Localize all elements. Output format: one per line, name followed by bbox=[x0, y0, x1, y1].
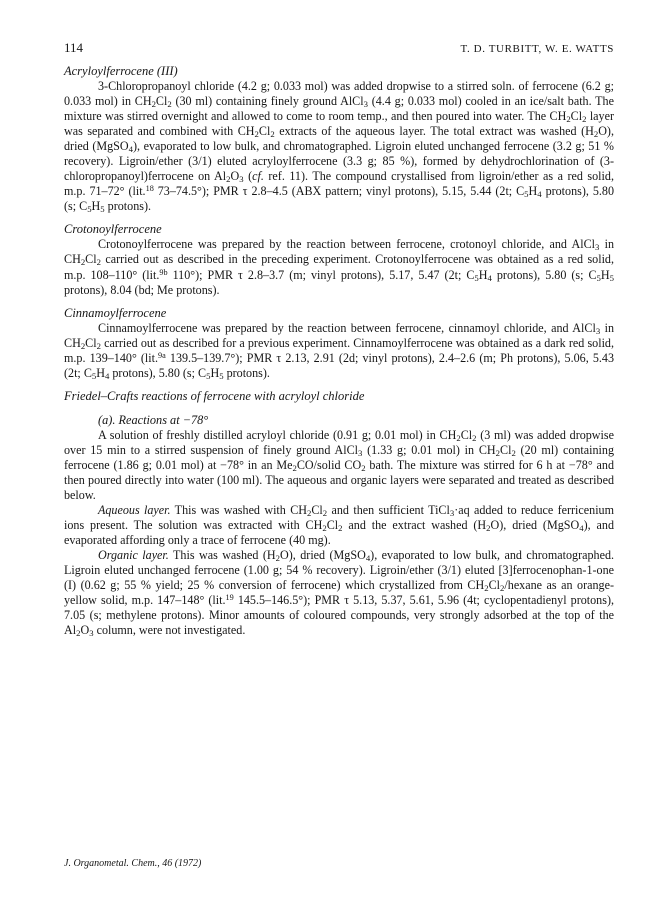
page-number: 114 bbox=[64, 40, 84, 55]
paragraph-crotonoylferrocene: Crotonoylferrocene was prepared by the reaction between ferrocene, crotonoyl chloride, and AlCl$_3$ in $CH_2Cl_2$ carried out as described in the preceding experiment. Crotonoylferrocene was obtained as a red solid, m.p. 108–110° (lit.$^{9b}$ 110°); PMR τ 2.8–3.7 (m; vinyl protons), 5.17, 5.47 (2t; $C_5H_4$ protons), 5.80 (s; $C_5H_5$ protons), 8.04 (bd; Me protons). bbox=[64, 237, 614, 297]
organic-layer-label: Organic layer. bbox=[98, 548, 169, 563]
running-header bbox=[64, 40, 614, 56]
section-title-cinnamoylferrocene: Cinnamoylferrocene bbox=[64, 305, 167, 320]
paragraph-organic-layer: Organic layer. This was washed $(H_2O)$, dried (MgSO$_4$), evaporated to low bulk, and chromatographed. Ligroin eluted unchanged ferrocene (1.00 g; 54 % recovery). Ligroin/ether (3/1) eluted [3]ferrocenophan-1-one (I) (0.62 g; 55 % yield; 25 % conversion of ferrocene) which crystallized from $CH_2Cl_2$/hexane as an orange-yellow solid, m.p. 147–148° (lit.$^{19}$ 145.5–146.5°); PMR τ 5.13, 5.37, 5.61, 5.96 (4t; cyclopentadienyl protons), 7.05 (s; methylene protons). Minor amounts of coloured compounds, very strongly adsorbed at the top of the $Al_2O_3$ column, were not investigated. bbox=[64, 548, 615, 639]
paragraph-aqueous-layer: Aqueous layer. This was washed with $CH_2Cl_2$ and then sufficient TiCl$_3$·aq added to reduce ferricenium ions present. The solution was extracted with $CH_2Cl_2$ and the extract washed $(H_2O)$, dried (MgSO$_4$), and evaporated affording only a trace of ferrocene (40 mg). bbox=[64, 503, 615, 548]
subsection-title-reactions-at-minus-78: (a). Reactions at −78° bbox=[98, 412, 209, 427]
section-title-crotonoylferrocene: Crotonoylferrocene bbox=[64, 222, 162, 237]
section-title-acryloylferrocene: Acryloylferrocene (III) bbox=[64, 64, 178, 78]
paragraph-cinnamoylferrocene: Cinnamoylferrocene was prepared by the reaction between ferrocene, cinnamoyl chloride, and AlCl$_3$ in $CH_2Cl_2$ carried out as described for a previous experiment. Cinnamoylferrocene was obtained as a dark red solid, m.p. 139–140° (lit.$^{9a}$ 139.5–139.7°); PMR τ 2.13, 2.91 (2d; vinyl protons), 2.4–2.6 (m; Ph protons), 5.06, 5.43 (2t; $C_5H_4$ protons), 5.80 (s; $C_5H_5$ protons). bbox=[64, 320, 615, 381]
aqueous-layer-label: Aqueous layer. bbox=[98, 503, 171, 518]
running-authors: T. D. TURBITT, W. E. WATTS bbox=[460, 43, 614, 55]
paragraph-acryloylferrocene: 3-Chloropropanoyl chloride (4.2 g; 0.033 mol) was added dropwise to a stirred soln. of ferrocene (6.2 g; 0.033 mol) in $CH_2Cl_2$ (30 ml) containing finely ground AlCl$_3$ (4.4 g; 0.033 mol) cooled in an ice/salt bath. The mixture was stirred overnight and allowed to come to room temp., and then poured into water. The $CH_2Cl_2$ layer was separated and combined with $CH_2Cl_2$ extracts of the aqueous layer. The total extract was washed $(H_2O)$, dried (MgSO$_4$), evaporated to low bulk, and chromatographed. Ligroin eluted unchanged ferrocene (3.2 g; 51 % recovery). Ligroin/ether (3/1) eluted acryloylferrocene (3.3 g; 85 %), formed by dehydrochlorination of (3-chloropropanoyl)ferrocene on $Al_2O_3$ (cf. ref. 11). The compound crystallised from ligroin/ether as a red solid, m.p. 71–72° (lit.$^{18}$ 73–74.5°); PMR τ 2.8–4.5 (ABX pattern; vinyl protons), 5.15, 5.44 (2t; $C_5H_4$ protons), 5.80 (s; $C_5H_5$ protons). bbox=[64, 79, 614, 215]
section-title-friedel-crafts: Friedel–Crafts reactions of ferrocene with acryloyl chloride bbox=[64, 388, 365, 403]
journal-footer: J. Organometal. Chem., 46 (1972) bbox=[64, 858, 202, 869]
paragraph-reaction-procedure: A solution of freshly distilled acryloyl chloride (0.91 g; 0.01 mol) in $CH_2Cl_2$ (3 ml) was added dropwise over 15 min to a stirred suspension of finely ground AlCl$_3$ (1.33 g; 0.01 mol) in $CH_2Cl_2$ (20 ml) containing ferrocene (1.86 g; 0.01 mol) at −78° in an $Me_2CO$/solid $CO_2$ bath. The mixture was stirred for 6 h at −78° and then poured directly into water (100 ml). The aqueous and organic layers were separated and treated as described below. bbox=[64, 427, 614, 502]
